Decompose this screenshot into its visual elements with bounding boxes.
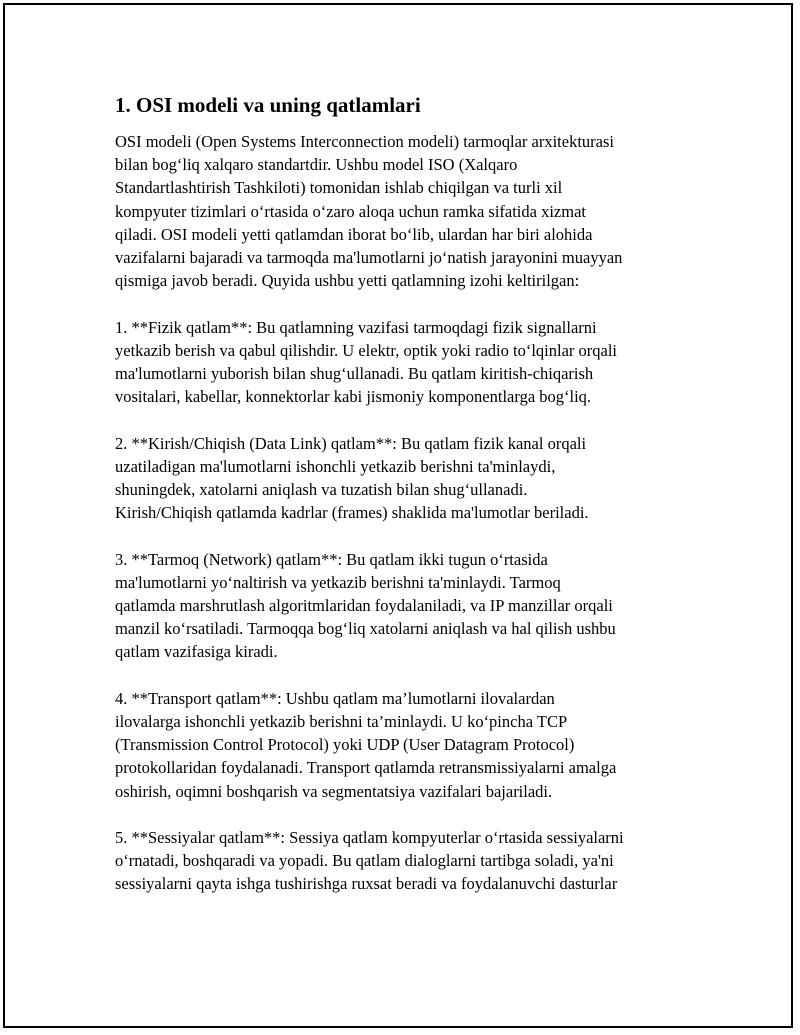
text-line: sessiyalarni qayta ishga tushirishga ruxsat beradi va foydalanuvchi dasturlar [115, 874, 618, 894]
text-line: 1. **Fizik qatlam**: Bu qatlamning vazifasi tarmoqdagi fizik signallarni [115, 317, 597, 337]
document-body [115, 92, 695, 919]
text-line: ma'lumotlarni yuborish bilan shug‘ullanadi. Bu qatlam kiritish-chiqarish [115, 364, 594, 384]
text-line: Kirish/Chiqish qatlamda kadrlar (frames) shaklida ma'lumotlar beriladi. [115, 503, 589, 523]
text-line: 4. **Transport qatlam**: Ushbu qatlam ma’lumotlarni ilovalardan [115, 688, 555, 708]
text-line: bilan bog‘liq xalqaro standartdir. Ushbu model ISO (Xalqaro [115, 155, 518, 175]
text-line: oshirish, oqimni boshqarish va segmentatsiya vazifalari bajariladi. [115, 781, 553, 801]
text-line: qatlam vazifasiga kiradi. [115, 642, 278, 662]
text-line: protokollaridan foydalanadi. Transport qatlamda retransmissiyalarni amalga [115, 758, 617, 778]
paragraph [115, 316, 695, 409]
paragraph [115, 130, 695, 292]
text-line: shuningdek, xatolarni aniqlash va tuzatish bilan shug‘ullanadi. [115, 480, 528, 500]
text-line: ilovalarga ishonchli yetkazib berishni ta’minlaydi. U ko‘pincha TCP [115, 712, 568, 732]
text-line: ma'lumotlarni yo‘naltirish va yetkazib berishni ta'minlaydi. Tarmoq [115, 572, 561, 592]
paragraph [115, 687, 695, 803]
paragraph-list [115, 130, 695, 896]
text-line: uzatiladigan ma'lumotlarni ishonchli yetkazib berishni ta'minlaydi, [115, 456, 556, 476]
document-title: 1. OSI modeli va uning qatlamlari [115, 93, 421, 117]
text-line: kompyuter tizimlari o‘rtasida o‘zaro aloqa uchun ramka sifatida xizmat [115, 201, 586, 221]
text-line: o‘rnatadi, boshqaradi va yopadi. Bu qatlam dialoglarni tartibga soladi, ya'ni [115, 851, 614, 871]
text-line: Standartlashtirish Tashkiloti) tomonidan ishlab chiqilgan va turli xil [115, 178, 563, 198]
text-line: qismiga javob beradi. Quyida ushbu yetti qatlamning izohi keltirilgan: [115, 271, 580, 291]
text-line: (Transmission Control Protocol) yoki UDP (User Datagram Protocol) [115, 735, 575, 755]
text-line: OSI modeli (Open Systems Interconnection modeli) tarmoqlar arxitekturasi [115, 132, 614, 151]
text-line: vositalari, kabellar, konnektorlar kabi jismoniy komponentlarga bog‘liq. [115, 387, 592, 407]
text-line: qiladi. OSI modeli yetti qatlamdan iborat bo‘lib, ulardan har biri alohida [115, 224, 593, 244]
text-line: 5. **Sessiyalar qatlam**: Sessiya qatlam kompyuterlar o‘rtasida sessiyalarni [115, 828, 624, 848]
paragraph [115, 432, 695, 525]
text-line: 2. **Kirish/Chiqish (Data Link) qatlam**: Bu qatlam fizik kanal orqali [115, 433, 587, 453]
paragraph [115, 548, 695, 664]
text-line: manzil ko‘rsatiladi. Tarmoqqa bog‘liq xatolarni aniqlash va hal qilish ushbu [115, 619, 616, 639]
paragraph [115, 826, 695, 896]
text-line: vazifalarni bajaradi va tarmoqda ma'lumotlarni jo‘natish jarayonini muayyan [115, 248, 623, 268]
text-line: qatlamda marshrutlash algoritmlaridan foydalaniladi, va IP manzillar orqali [115, 596, 613, 616]
text-line: 3. **Tarmoq (Network) qatlam**: Bu qatlam ikki tugun o‘rtasida [115, 549, 548, 569]
text-line: yetkazib berish va qabul qilishdir. U elektr, optik yoki radio to‘lqinlar orqali [115, 340, 618, 360]
